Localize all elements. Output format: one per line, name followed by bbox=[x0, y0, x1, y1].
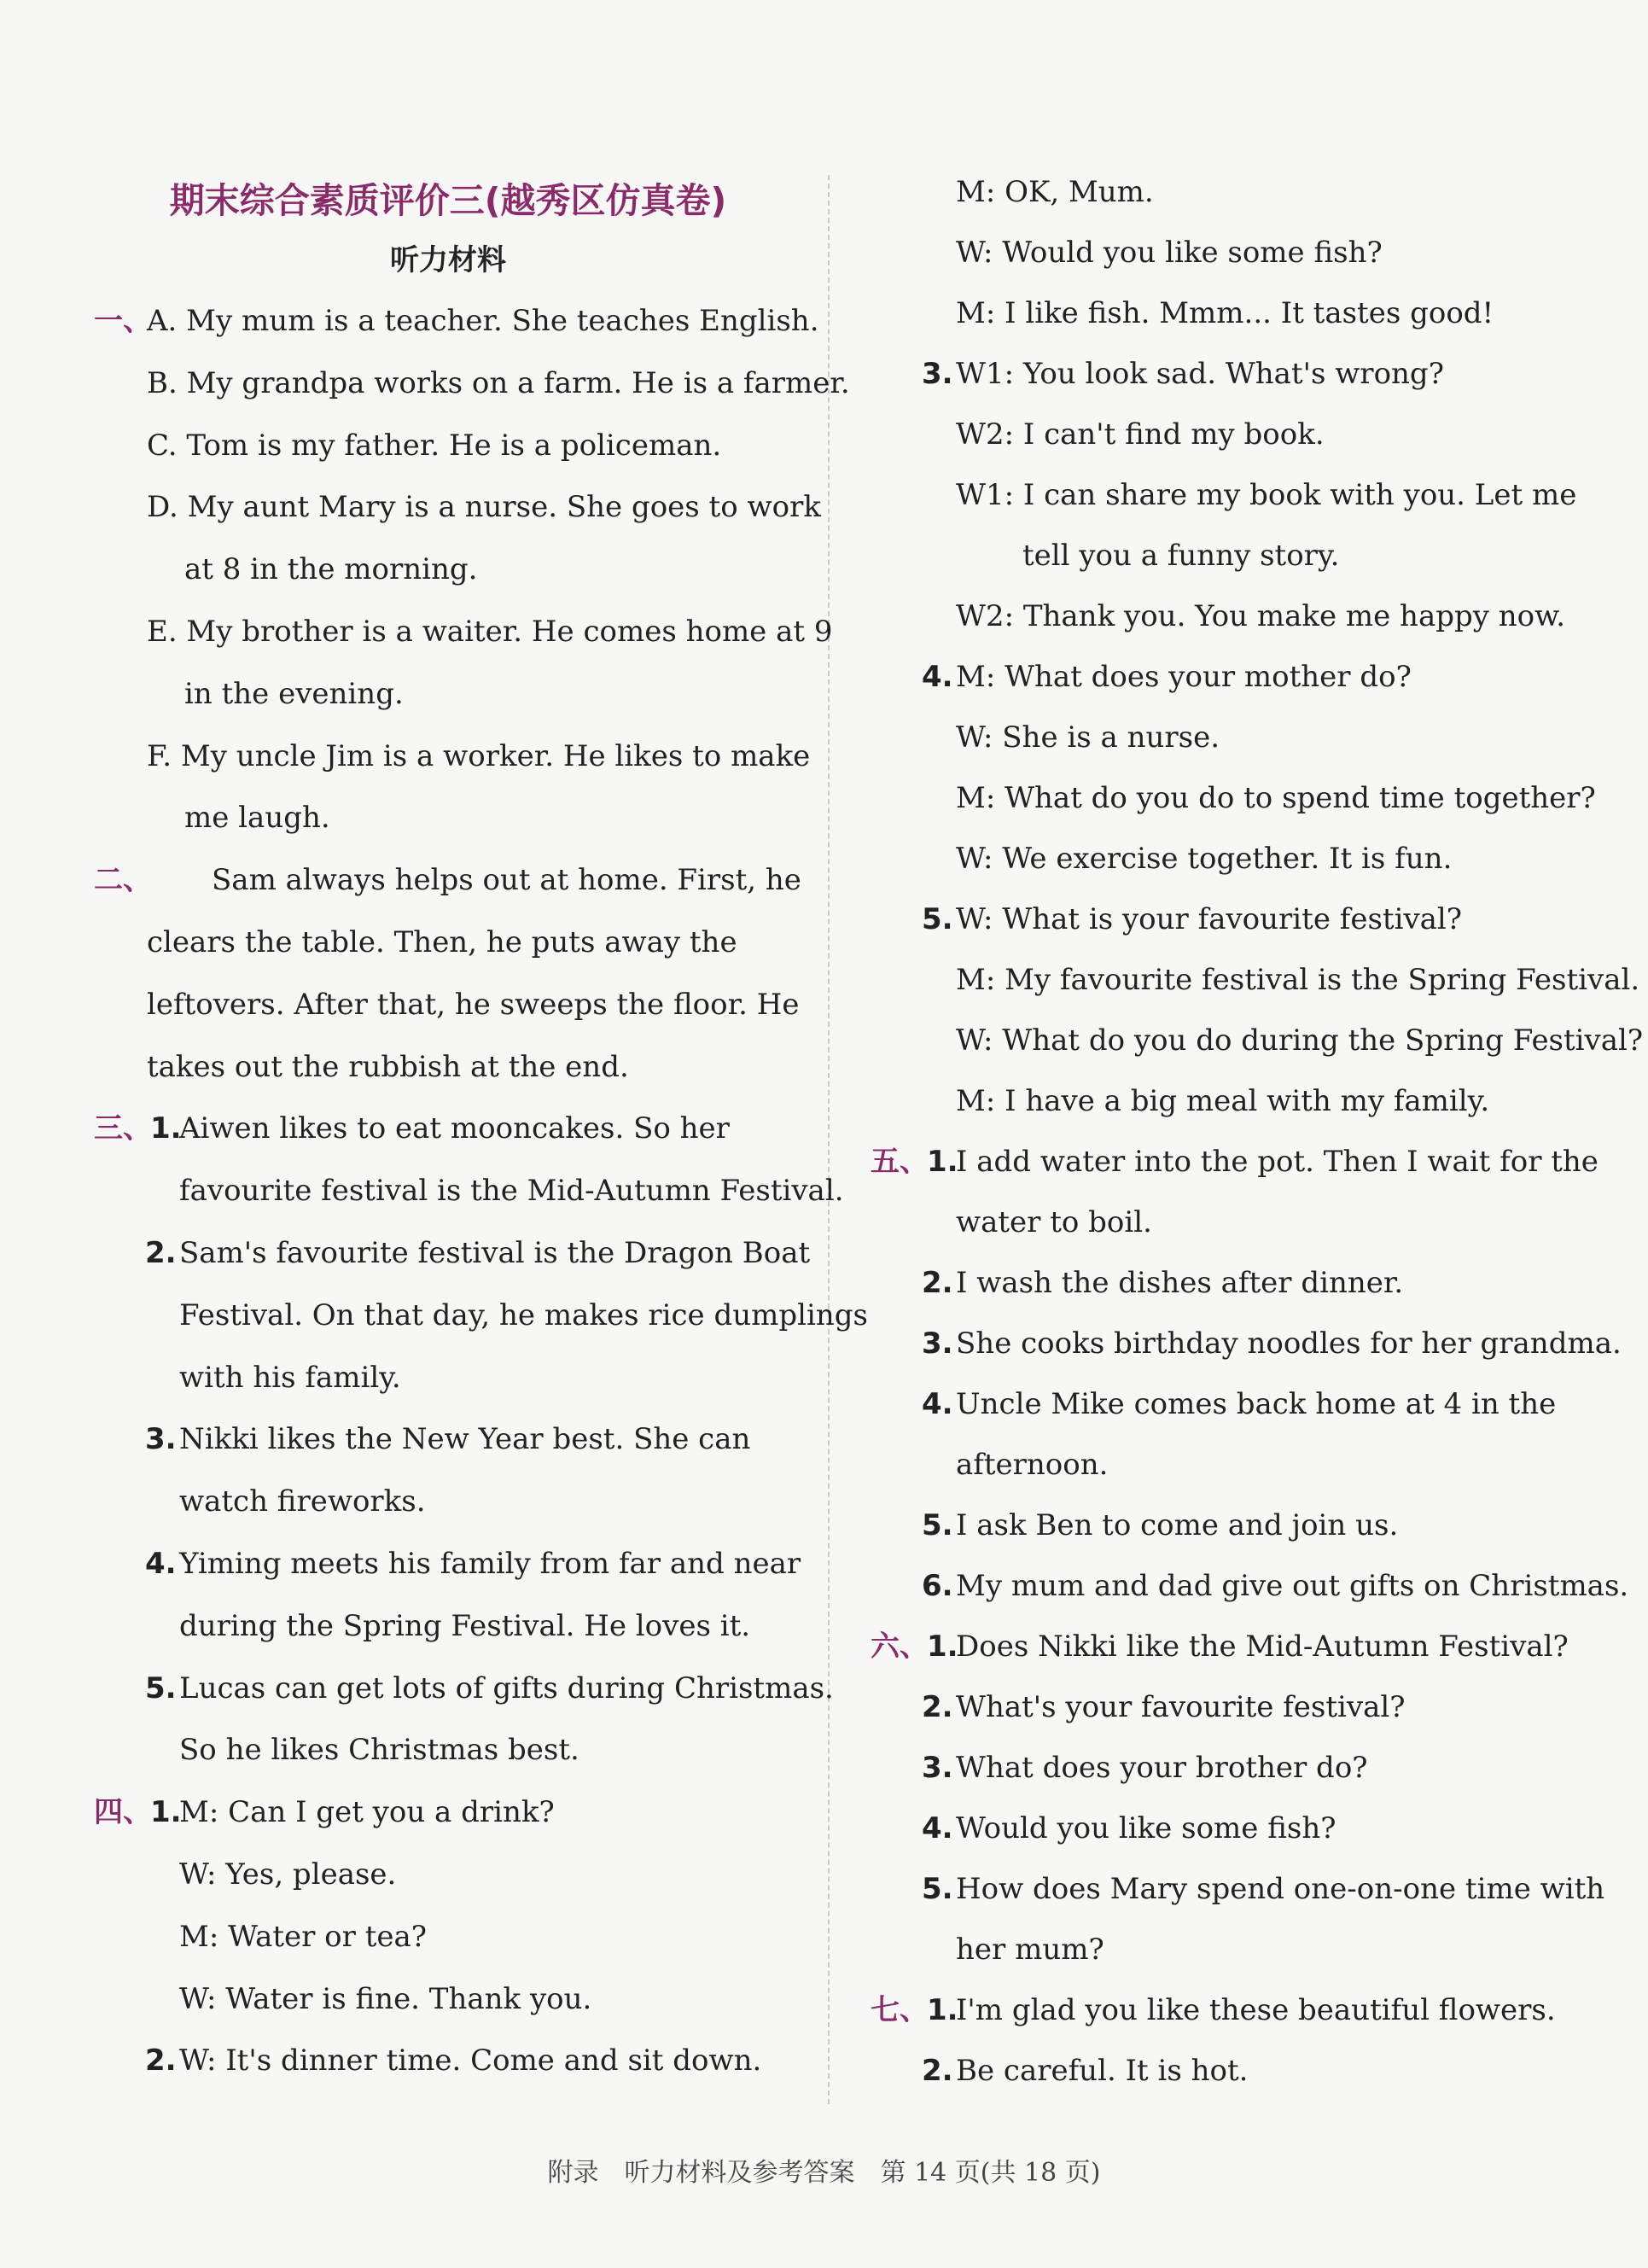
item-number: 5. bbox=[922, 1508, 953, 1542]
item-number: 4. bbox=[922, 1387, 953, 1421]
line-text: clears the table. Then, he puts away the bbox=[147, 924, 737, 959]
line-text: W1: You look sad. What's wrong? bbox=[956, 357, 1444, 391]
text-line bbox=[94, 1595, 802, 1658]
text-line bbox=[871, 1011, 1644, 1071]
text-line bbox=[871, 768, 1596, 829]
item-number: 3. bbox=[922, 1751, 953, 1785]
line-text: favourite festival is the Mid-Autumn Festival. bbox=[179, 1174, 844, 1209]
line-text: I add water into the pot. Then I wait for the bbox=[956, 1145, 1599, 1179]
line-text: at 8 in the morning. bbox=[184, 552, 478, 587]
text-line bbox=[871, 526, 1587, 586]
text-line bbox=[871, 708, 1587, 768]
line-text: W: What is your favourite festival? bbox=[956, 902, 1463, 936]
line-text: Festival. On that day, he makes rice dumplings bbox=[179, 1297, 868, 1332]
line-text: Uncle Mike comes back home at 4 in the bbox=[956, 1387, 1557, 1421]
text-line bbox=[871, 1314, 1622, 1374]
line-text: W1: I can share my book with you. Let me bbox=[956, 478, 1577, 512]
text-line bbox=[871, 162, 1587, 223]
text-line bbox=[871, 223, 1587, 283]
line-text: W: It's dinner time. Come and sit down. bbox=[179, 2044, 762, 2079]
line-text: M: OK, Mum. bbox=[956, 175, 1154, 209]
line-text: She cooks birthday noodles for her grandma. bbox=[956, 1326, 1622, 1361]
line-text: W: She is a nurse. bbox=[956, 720, 1220, 755]
text-line bbox=[871, 1556, 1629, 1617]
line-text: I ask Ben to come and join us. bbox=[956, 1508, 1399, 1542]
text-line bbox=[871, 1980, 1587, 2041]
line-text: Yiming meets his family from far and near bbox=[179, 1546, 801, 1581]
line-text: during the Spring Festival. He loves it. bbox=[179, 1608, 751, 1643]
text-line bbox=[94, 601, 833, 663]
line-text: I'm glad you like these beautiful flowers. bbox=[956, 1993, 1556, 2027]
text-line bbox=[94, 849, 802, 912]
item-number: 3. bbox=[145, 1422, 177, 1457]
column-divider bbox=[828, 175, 830, 2104]
item-number: 2. bbox=[922, 2054, 953, 2088]
line-text: in the evening. bbox=[184, 676, 404, 711]
line-text: M: My favourite festival is the Spring Festival. bbox=[956, 963, 1640, 997]
line-text: Nikki likes the New Year best. She can bbox=[179, 1422, 751, 1457]
item-number: 2. bbox=[922, 1266, 953, 1300]
line-text: me laugh. bbox=[184, 801, 330, 836]
item-number: 4. bbox=[145, 1546, 177, 1581]
text-line bbox=[94, 663, 802, 726]
line-text: What does your brother do? bbox=[956, 1751, 1368, 1785]
text-line bbox=[94, 1098, 802, 1160]
item-number: 3. bbox=[922, 357, 953, 391]
text-line bbox=[871, 586, 1587, 647]
line-text: M: Can I get you a drink? bbox=[179, 1795, 555, 1830]
text-line bbox=[871, 283, 1587, 344]
text-line bbox=[94, 1906, 802, 1968]
line-text: watch fireworks. bbox=[179, 1484, 426, 1519]
item-number: 5. bbox=[922, 1872, 953, 1906]
text-line bbox=[94, 1781, 802, 1844]
line-text: M: What do you do to spend time together? bbox=[956, 781, 1596, 815]
line-text: What's your favourite festival? bbox=[956, 1690, 1406, 1724]
section-marker: 二、 bbox=[94, 863, 152, 898]
text-line bbox=[94, 1533, 802, 1595]
item-number: 1. bbox=[927, 1630, 958, 1664]
item-number: 3. bbox=[922, 1326, 953, 1361]
item-number: 2. bbox=[145, 2044, 177, 2079]
line-text: W: Water is fine. Thank you. bbox=[179, 1981, 592, 2016]
text-line bbox=[871, 1677, 1587, 1738]
text-line bbox=[871, 1738, 1587, 1799]
text-line bbox=[94, 1658, 834, 1720]
line-text: Aiwen likes to eat mooncakes. So her bbox=[179, 1111, 730, 1146]
line-text: W: Yes, please. bbox=[179, 1857, 397, 1892]
line-text: M: I have a big meal with my family. bbox=[956, 1084, 1490, 1118]
right-column bbox=[871, 162, 1644, 2102]
text-line bbox=[871, 647, 1587, 708]
text-line bbox=[94, 290, 819, 353]
line-text: Would you like some fish? bbox=[956, 1811, 1336, 1845]
line-text: F. My uncle Jim is a worker. He likes to make bbox=[147, 738, 811, 773]
line-text: D. My aunt Mary is a nurse. She goes to work bbox=[147, 490, 821, 525]
item-number: 5. bbox=[145, 1670, 177, 1705]
text-line bbox=[94, 1347, 802, 1409]
text-line bbox=[94, 353, 850, 415]
line-text: W2: I can't find my book. bbox=[956, 417, 1325, 452]
line-text: My mum and dad give out gifts on Christmas. bbox=[956, 1569, 1629, 1603]
text-line bbox=[94, 2030, 802, 2092]
line-text: tell you a funny story. bbox=[1022, 539, 1340, 573]
line-text: Lucas can get lots of gifts during Christmas. bbox=[179, 1670, 834, 1705]
line-text: with his family. bbox=[179, 1360, 401, 1395]
section-marker: 三、 bbox=[94, 1111, 152, 1146]
text-line bbox=[94, 1160, 844, 1222]
text-line bbox=[871, 1132, 1599, 1192]
text-line bbox=[94, 1968, 802, 2031]
line-text: How does Mary spend one-on-one time with bbox=[956, 1872, 1605, 1906]
line-text: So he likes Christmas best. bbox=[179, 1733, 579, 1768]
line-text: A. My mum is a teacher. She teaches English. bbox=[147, 304, 819, 338]
left-lines bbox=[94, 290, 868, 2092]
line-text: E. My brother is a waiter. He comes home at 9 bbox=[147, 614, 833, 649]
left-column bbox=[94, 166, 868, 2092]
item-number: 6. bbox=[922, 1569, 953, 1603]
text-line bbox=[871, 889, 1587, 950]
line-text: M: I like fish. Mmm... It tastes good! bbox=[956, 296, 1494, 330]
line-text: W: What do you do during the Spring Festival? bbox=[956, 1023, 1644, 1058]
section-marker: 五、 bbox=[871, 1145, 929, 1179]
item-number: 5. bbox=[922, 902, 953, 936]
text-line bbox=[94, 1036, 802, 1099]
line-text: her mum? bbox=[956, 1933, 1104, 1967]
item-number: 4. bbox=[922, 1811, 953, 1845]
line-text: W: Would you like some fish? bbox=[956, 236, 1383, 270]
text-line bbox=[871, 1192, 1587, 1253]
line-text: B. My grandpa works on a farm. He is a farmer. bbox=[147, 365, 850, 400]
text-line bbox=[94, 1285, 868, 1347]
line-text: C. Tom is my father. He is a policeman. bbox=[147, 428, 722, 463]
line-text: Sam always helps out at home. First, he bbox=[212, 863, 801, 898]
item-number: 2. bbox=[922, 1690, 953, 1724]
line-text: water to boil. bbox=[956, 1205, 1152, 1239]
line-text: M: What does your mother do? bbox=[956, 660, 1412, 694]
text-line bbox=[871, 1799, 1587, 1859]
section-marker: 七、 bbox=[871, 1993, 929, 2027]
page-title: 期末综合素质评价三(越秀区仿真卷) bbox=[169, 180, 727, 221]
line-text: W: We exercise together. It is fun. bbox=[956, 842, 1453, 876]
page-footer: 附录 听力材料及参考答案 第 14 页(共 18 页) bbox=[547, 2158, 1101, 2188]
item-number: 4. bbox=[922, 660, 953, 694]
text-line bbox=[871, 1435, 1587, 1495]
item-number: 1. bbox=[927, 1145, 958, 1179]
line-text: W2: Thank you. You make me happy now. bbox=[956, 599, 1566, 633]
section-marker: 四、 bbox=[94, 1795, 152, 1830]
line-text: takes out the rubbish at the end. bbox=[147, 1049, 629, 1084]
section-subtitle: 听力材料 bbox=[390, 243, 506, 277]
item-number: 1. bbox=[927, 1993, 958, 2027]
section-marker: 一、 bbox=[94, 304, 152, 338]
text-line bbox=[94, 787, 802, 849]
line-text: Be careful. It is hot. bbox=[956, 2054, 1249, 2088]
line-text: M: Water or tea? bbox=[179, 1919, 427, 1954]
item-number: 1. bbox=[150, 1795, 182, 1830]
text-line bbox=[871, 1071, 1587, 1132]
text-line bbox=[94, 415, 802, 477]
text-line bbox=[871, 1374, 1587, 1435]
text-line bbox=[871, 1253, 1587, 1314]
text-line bbox=[94, 1844, 802, 1906]
text-line bbox=[871, 344, 1587, 405]
line-text: leftovers. After that, he sweeps the floor. He bbox=[147, 987, 800, 1022]
text-line bbox=[94, 1719, 802, 1781]
text-line bbox=[871, 829, 1587, 889]
text-line bbox=[871, 405, 1587, 465]
section-marker: 六、 bbox=[871, 1630, 929, 1664]
text-line bbox=[871, 950, 1640, 1011]
text-line bbox=[871, 2041, 1587, 2102]
item-number: 2. bbox=[145, 1235, 177, 1270]
text-line bbox=[94, 476, 821, 539]
line-text: I wash the dishes after dinner. bbox=[956, 1266, 1404, 1300]
line-text: Does Nikki like the Mid-Autumn Festival? bbox=[956, 1630, 1569, 1664]
text-line bbox=[94, 726, 811, 788]
text-line bbox=[94, 1222, 811, 1285]
text-line bbox=[871, 1920, 1587, 1980]
item-number: 1. bbox=[150, 1111, 182, 1146]
line-text: afternoon. bbox=[956, 1448, 1109, 1482]
text-line bbox=[94, 539, 802, 601]
text-line bbox=[871, 1859, 1605, 1920]
text-line bbox=[871, 1617, 1587, 1677]
line-text: Sam's favourite festival is the Dragon Boat bbox=[179, 1235, 811, 1270]
text-line bbox=[871, 1495, 1587, 1556]
text-line bbox=[94, 1408, 802, 1471]
text-line bbox=[94, 1471, 802, 1533]
text-line bbox=[871, 465, 1587, 526]
right-lines bbox=[871, 162, 1644, 2102]
text-line bbox=[94, 974, 802, 1036]
text-line bbox=[94, 912, 802, 974]
